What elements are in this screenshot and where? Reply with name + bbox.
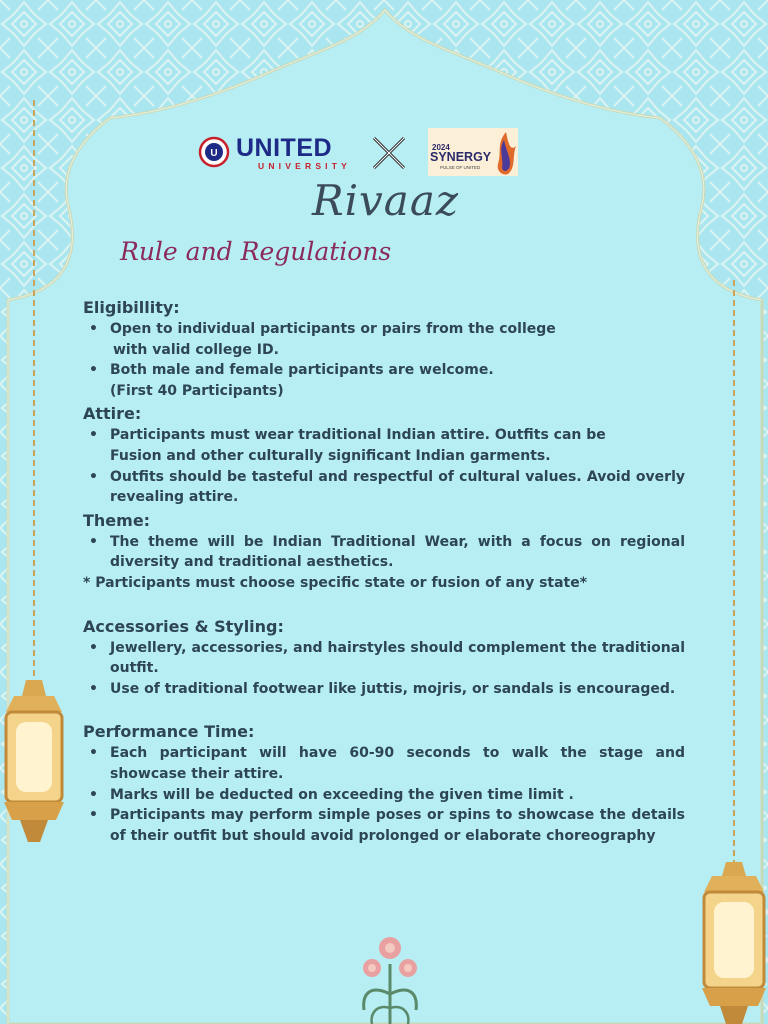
synergy-name: SYNERGY	[430, 150, 492, 164]
performance-heading: Performance Time:	[83, 722, 255, 742]
list-item: • Each participant will have 60-90 seconds to walk the stage and showcase their attire.	[83, 743, 685, 784]
cross-x-icon	[370, 134, 408, 172]
theme-note: * Participants must choose specific state or fusion of any state*	[83, 574, 588, 591]
list-item: • Outfits should be tasteful and respectful of cultural values. Avoid overly revealing attire.	[83, 467, 685, 508]
synergy-tagline: PULSE OF UNITED	[440, 165, 481, 170]
list-item-continuation: (First 40 Participants)	[110, 382, 284, 399]
eligibility-heading: Eligibillity:	[83, 298, 180, 317]
theme-list	[83, 532, 685, 573]
list-item: • Both male and female participants are welcome.	[83, 360, 685, 381]
united-university-emblem-icon	[198, 136, 230, 168]
synergy-year: 2024	[432, 143, 450, 152]
list-item: • Open to individual participants or pairs from the college	[83, 319, 685, 340]
rules-subtitle: Rule and Regulations	[120, 237, 392, 266]
united-university-subtitle: UNIVERSITY	[258, 161, 352, 171]
list-item: • Marks will be deducted on exceeding the given time limit .	[83, 785, 685, 806]
event-title: Rivaaz	[312, 176, 459, 225]
partner-logos	[196, 126, 526, 180]
list-item: • Use of traditional footwear like juttis, mojris, or sandals is encouraged.	[83, 679, 685, 700]
list-item-continuation: Fusion and other culturally significant Indian garments.	[110, 447, 551, 464]
accessories-heading: Accessories & Styling:	[83, 616, 284, 636]
performance-list	[83, 743, 685, 846]
attire-list	[83, 425, 685, 507]
list-item: • The theme will be Indian Traditional Wear, with a focus on regional diversity and traditional aesthetics.	[83, 532, 685, 573]
attire-heading: Attire:	[83, 404, 142, 424]
list-item: • Jewellery, accessories, and hairstyles should complement the traditional outfit.	[83, 638, 685, 679]
flame-icon	[492, 130, 518, 176]
synergy-logo	[428, 128, 518, 176]
svg-text:U: U	[210, 148, 218, 159]
theme-heading: Theme:	[83, 510, 151, 530]
accessories-list	[83, 638, 685, 700]
eligibility-list	[83, 319, 685, 401]
floral-motif-icon	[350, 934, 430, 1024]
list-item: • Participants may perform simple poses or spins to showcase the details of their outfit but should avoid prolonged or elaborate choreography	[83, 805, 685, 846]
list-item: • Participants must wear traditional Indian attire. Outfits can be	[83, 425, 685, 446]
rules-content	[83, 297, 685, 846]
list-item-continuation: with valid college ID.	[113, 341, 279, 358]
united-university-name: UNITED	[236, 134, 333, 162]
